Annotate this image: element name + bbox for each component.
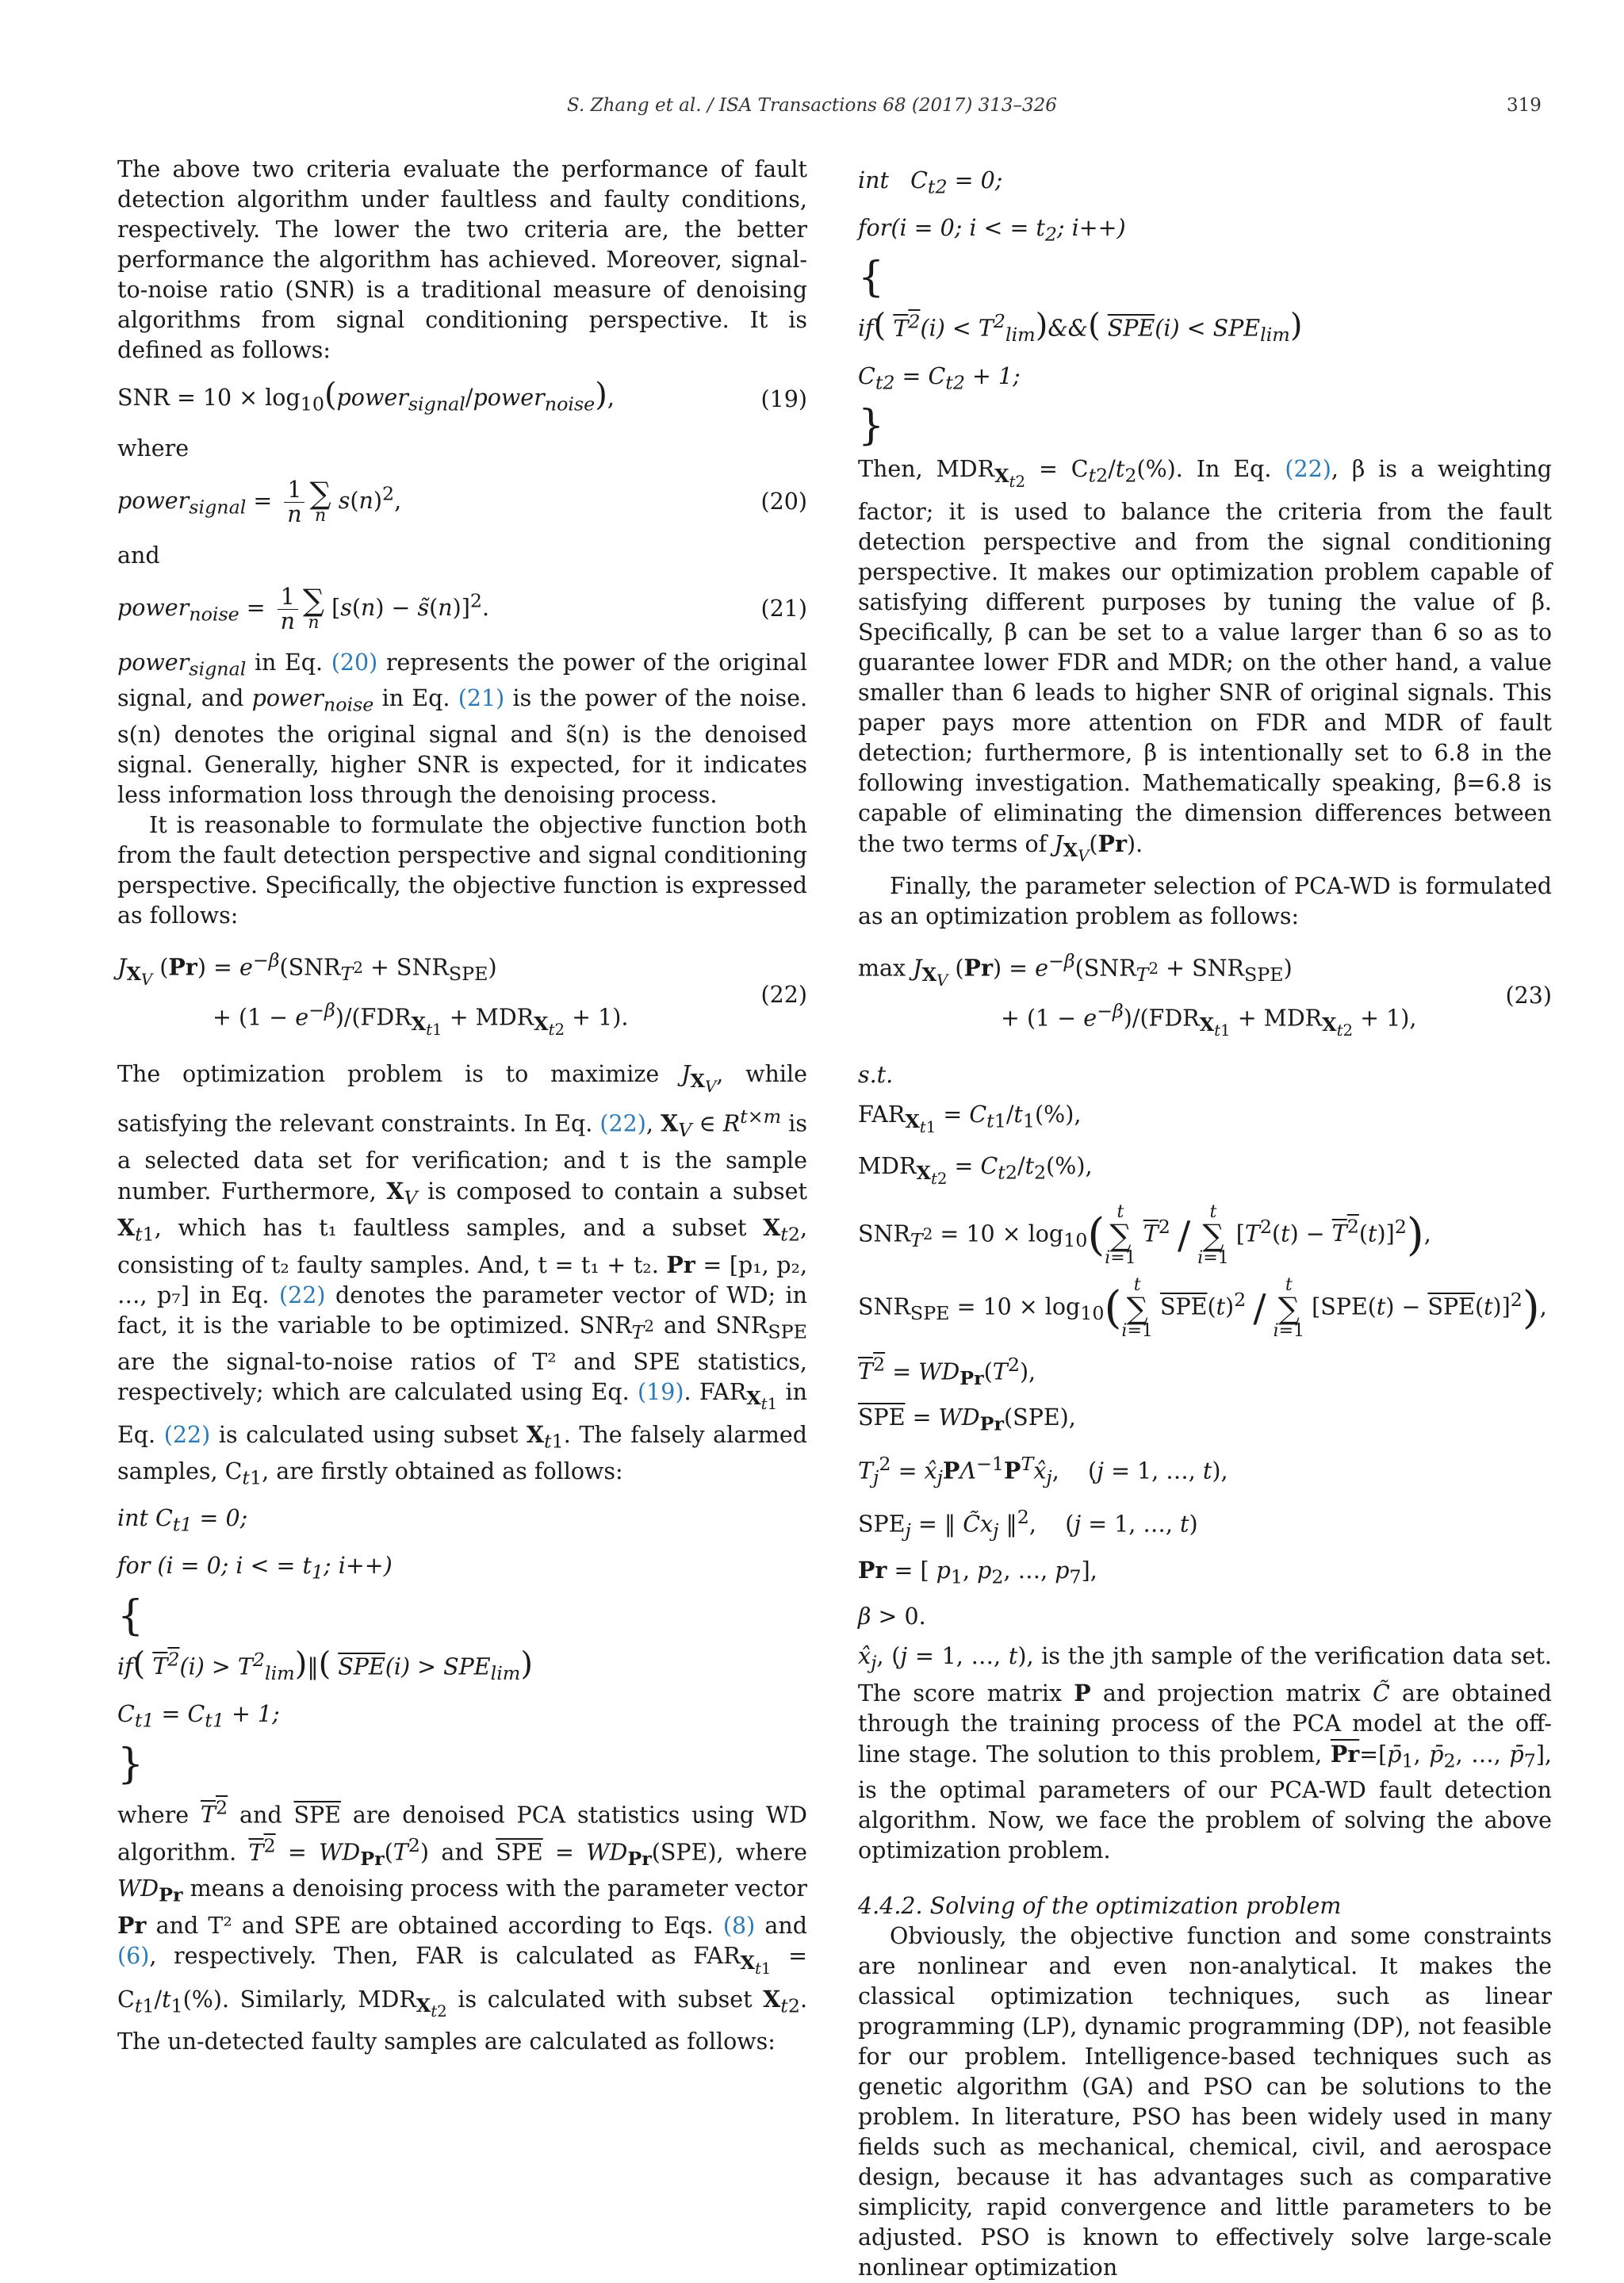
paragraph-formulation: Finally, the parameter selection of PCA-WD is formulated as an optimization problem as follows: xyxy=(858,873,1552,930)
paragraph-solution: $x̂_j$, (j = 1, …, t), is the jth sample of the verification data set. The score matrix P and projection matrix C̃ are obtained through the training process of the PCA model at the off-line stage. The solution to this problem, $\overline{Pr}=[p̄_1$, $p̄_2$, …, $p̄_7$], is the optimal parameters of our PCA-WD fault detection algorithm. Now, we face the problem of solving the above optimization problem. xyxy=(858,1642,1553,1864)
paragraph-beta: Then, $MDR_{X_{t2}} = C_{t2}/t_2(\%)$. In Eq. (22), β is a weighting factor; it is used to balance the criteria from the fault detection perspective and from the signal conditioning perspective. It makes our optimization problem capable of satisfying different purposes by tuning the value of β. Specifically, β can be set to a value larger than 6 so as to guarantee lower FDR and MDR; on the other hand, a value smaller than 6 leads to higher SNR of original signals. This paper pays more attention on FDR and MDR of fault detection; furthermore, β is intentionally set to 6.8 in the following investigation. Mathematically speaking, β=6.8 is capable of eliminating the dimension differences between the two terms of $J_{X_V}(Pr)$. xyxy=(858,456,1553,866)
paragraph-objective: It is reasonable to formulate the objective function both from the fault detection perspective and signal conditioning perspective. Specifically, the objective function is expressed as follows: xyxy=(117,812,807,929)
equation-number: (19) xyxy=(760,385,807,412)
section-heading: 4.4.2. Solving of the optimization problem xyxy=(858,1893,1342,1920)
page-number: 319 xyxy=(1507,95,1542,116)
right-column xyxy=(858,155,1552,2283)
ref-eq22d[interactable]: (22) xyxy=(1285,456,1331,483)
ref-eq22[interactable]: (22) xyxy=(599,1110,646,1137)
code-block-ct2: int $C_{t2} = 0$; for(i = 0; i < = $t_2$; i++) { if( $T^2(i)$ < $T^2_{lim})\&\&$( $\overline{SPE}(i) < SPE_{lim}$) $C_{t2} = C_{t2} + 1$; } xyxy=(858,167,1303,450)
equation-19: SNR = $10 \times \log_{10}(power_{signal}/power_{noise})$, (19) xyxy=(117,377,807,416)
equation-23: $\max J_{X_V}$ $(Pr) = e^{-\beta}(SNR_{T^2} + SNR_{SPE})$ + $(1 - e^{-\beta})/(FDR_{X_{t1}} + MDR_{X_{t2}} + 1)$, (23) xyxy=(858,950,1552,1040)
equation-21: power$_{noise}$ = $\frac{1}{n}$ ∑ n [s(n) − s̃(n)]$^2$. (21) xyxy=(117,583,807,634)
ref-eq21[interactable]: (21) xyxy=(458,685,505,712)
equation-number: (21) xyxy=(760,596,807,622)
ref-eq22b[interactable]: (22) xyxy=(278,1281,326,1308)
equation-number: (23) xyxy=(1505,983,1552,1009)
ref-eq8[interactable]: (8) xyxy=(722,1913,756,1940)
running-title: S. Zhang et al. / ISA Transactions 68 (2017) 313–326 xyxy=(567,95,1057,116)
paragraph-pso: Obviously, the objective function and some constraints are nonlinear and even non-analytical. It makes the classical optimization techniques, such as linear programming (LP), dynamic programming (DP), not feasible for our problem. Intelligence-based techniques such as genetic algorithm (GA) and PSO can be solutions to the problem. In literature, PSO has been widely used in many fields such as mechanical, chemical, civil, and aerospace design, because it has advantages such as comparative simplicity, rapid convergence and little parameters to be adjusted. PSO is known to effectively solve large-scale nonlinear optimization xyxy=(858,1923,1552,2281)
ref-eq20[interactable]: (20) xyxy=(331,649,378,676)
paragraph-optimization: The optimization problem is to maximize $J_{X_V}$, while satisfying the relevant constraints. In Eq. (22), $X_V$ ∈ $R^{t\times m}$ is a selected data set for verification; and t is the sample number. Furthermore, $X_V$ is composed to contain a subset $X_{t1}$, which has t₁ faultless samples, and a subset $X_{t2}$, consisting of t₂ faulty samples. And, t = t₁ + t₂. Pr = [p₁, p₂, …, p₇] in Eq. (22) denotes the parameter vector of WD; in fact, it is the variable to be optimized. $SNR_{T^2}$ and $SNR_{SPE}$ are the signal-to-noise ratios of T² and SPE statistics, respectively; which are calculated using Eq. (19). $FAR_{X_{t1}}$ in Eq. (22) is calculated using subset $X_{t1}$. The falsely alarmed samples, $C_{t1}$, are firstly obtained as follows: xyxy=(117,1060,808,1489)
ref-eq22c[interactable]: (22) xyxy=(163,1422,211,1449)
text-subject-to: s.t. xyxy=(858,1062,894,1088)
text-and: and xyxy=(117,542,160,569)
paragraph-denoised: where $T^2$ and $\overline{SPE}$ are denoised PCA statistics using WD algorithm. $T^2 = WD_{Pr}(T^2)$ and $\overline{SPE} = WD_{Pr}(SPE)$, where $WD_{Pr}$ means a denoising process with the parameter vector Pr and T² and SPE are obtained according to Eqs. (8) and (6), respectively. Then, FAR is calculated as $FAR_{X_{t1}} = C_{t1}/t_1(\%)$. Similarly, $MDR_{X_{t2}}$ is calculated with subset $X_{t2}$. The un-detected faulty samples are calculated as follows: xyxy=(117,1796,808,2055)
paragraph-power: power$_{signal}$ in Eq. (20) represents the power of the original signal, and power$_{noise}$ in Eq. (21) is the power of the noise. s(n) denotes the original signal and s̃(n) is the denoised signal. Generally, higher SNR is expected, for it indicates less information loss through the denoising process. xyxy=(117,649,808,809)
equation-22: $J_{X_V}$ $(Pr) = e^{-\beta}(SNR_{T^2} + SNR_{SPE})$ + $(1 - e^{-\beta})/(FDR_{X_{t1}} + MDR_{X_{t2}} + 1)$. (22) xyxy=(117,949,807,1039)
paragraph-criteria: The above two criteria evaluate the performance of fault detection algorithm under faultless and faulty conditions, respectively. The lower the two criteria are, the better performance the algorithm has achieved. Moreover, signal-to-noise ratio (SNR) is a traditional measure of denoising algorithms from signal conditioning perspective. It is defined as follows: xyxy=(117,156,807,363)
ref-eq19[interactable]: (19) xyxy=(637,1378,684,1405)
equation-number: (20) xyxy=(760,488,807,515)
equation-number: (22) xyxy=(760,982,807,1008)
constraints: $FAR_{X_{t1}} = C_{t1}/t_1(\%)$, $MDR_{X_{t2}} = C_{t2}/t_2(\%)$, $SNR_{T^2} = 10 \times \log_{10}$( t ∑ i=1 $\overline{T}^2$ / t ∑ i=1 $[T^2(t) - T^2(t)]^2$), $SNR_{SPE} = 10 \times \log_{10}$( t ∑ i=1 $\overline{SPE}(t)^2$ / t ∑ i=1 $[SPE(t) - \overline{SPE}(t)]^2$), $T^2 = WD_{Pr}(T^2)$, $\overline{SPE} = WD_{Pr}(SPE)$, $T_j^2$ = $x̂_jP\Lambda^{-1}P^Tx̂_j$, (j = 1, …, t), $SPE_j$ = ‖ $C̃x_j$ ‖$^2$, (j = 1, …, t) Pr = [ $p_1$, $p_2$, …, $p_7$], β > 0. xyxy=(858,1101,1547,1630)
left-column xyxy=(117,155,807,2057)
ref-eq6[interactable]: (6) xyxy=(117,1943,150,1970)
text-where: where xyxy=(117,435,190,462)
equation-20: power$_{signal}$ = $\frac{1}{n}$ ∑ n $s(n)^2$, (20) xyxy=(117,476,807,527)
code-block-ct1: int $C_{t1} = 0$; for (i = 0; i < = $t_1$; i++) { if( $T^2(i)$ > $T^2_{lim})‖$( $\overline{SPE}(i) > SPE_{lim}$) $C_{t1} = C_{t1} + 1$; } xyxy=(117,1505,533,1788)
